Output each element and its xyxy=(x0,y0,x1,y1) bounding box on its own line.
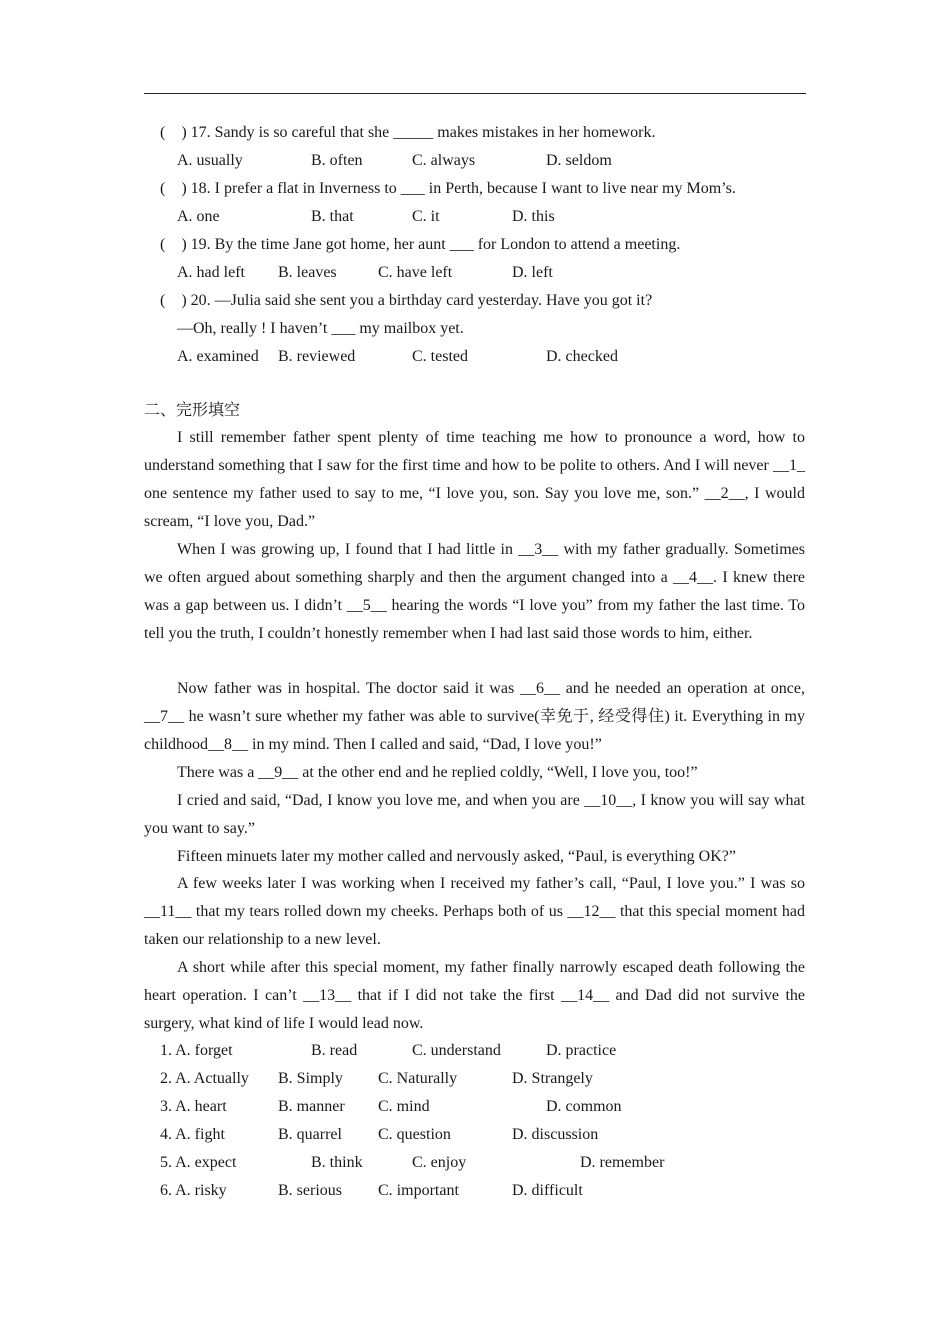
cloze-3-option-c: C. mind xyxy=(378,1098,430,1115)
cloze-2-option-c: C. Naturally xyxy=(378,1070,458,1087)
cloze-2-option-b: B. Simply xyxy=(278,1070,343,1087)
cloze-3-option-a: 3. A. heart xyxy=(160,1098,227,1115)
passage-paragraph: When I was growing up, I found that I had little in __3__ with my father gradually. Sometimes we often argued about something sharply and then the argument changed into a __4__. I knew there was a gap between us. I didn’t __5__ hearing the words “I love you” from my father the last time. To tell you the truth, I couldn’t honestly remember when I had last said those words to him, either. xyxy=(144,541,805,642)
cloze-6-option-b: B. serious xyxy=(278,1182,342,1199)
q20-option-b: B. reviewed xyxy=(278,348,356,365)
cloze-5-option-b: B. think xyxy=(311,1154,363,1171)
q18-option-a: A. one xyxy=(177,208,220,225)
cloze-6-option-d: D. difficult xyxy=(512,1182,583,1199)
q17-option-a: A. usually xyxy=(177,152,243,169)
q17-option-b: B. often xyxy=(311,152,363,169)
question-19-stem: ( ) 19. By the time Jane got home, her aunt ___ for London to attend a meeting. xyxy=(160,236,681,253)
cloze-3-option-b: B. manner xyxy=(278,1098,345,1115)
section-heading: 二、完形填空 xyxy=(144,402,241,419)
cloze-1-option-c: C. understand xyxy=(412,1042,501,1059)
question-20-stem: ( ) 20. —Julia said she sent you a birthday card yesterday. Have you got it? xyxy=(160,292,653,309)
question-18-stem: ( ) 18. I prefer a flat in Inverness to ___ in Perth, because I want to live near my Mom’s. xyxy=(160,180,736,197)
cloze-1-option-a: 1. A. forget xyxy=(160,1042,233,1059)
cloze-4-option-b: B. quarrel xyxy=(278,1126,342,1143)
passage-paragraph: Fifteen minuets later my mother called and nervously asked, “Paul, is everything OK?” xyxy=(177,848,736,865)
q19-option-c: C. have left xyxy=(378,264,453,281)
q19-option-b: B. leaves xyxy=(278,264,337,281)
passage-paragraph: A few weeks later I was working when I received my father’s call, “Paul, I love you.” I was so __11__ that my tears rolled down my cheeks. Perhaps both of us __12__ that this special moment had taken our relationship to a new level. xyxy=(144,875,805,948)
cloze-5-option-a: 5. A. expect xyxy=(160,1154,237,1171)
cloze-3-option-d: D. common xyxy=(546,1098,622,1115)
q20-option-d: D. checked xyxy=(546,348,618,365)
question-17-stem: ( ) 17. Sandy is so careful that she _____ makes mistakes in her homework. xyxy=(160,124,656,141)
q19-option-d: D. left xyxy=(512,264,553,281)
cloze-1-option-d: D. practice xyxy=(546,1042,617,1059)
q19-option-a: A. had left xyxy=(177,264,245,281)
q17-option-d: D. seldom xyxy=(546,152,612,169)
cloze-1-option-b: B. read xyxy=(311,1042,358,1059)
question-20-stem-reply: —Oh, really ! I haven’t ___ my mailbox yet. xyxy=(177,320,464,337)
q18-option-b: B. that xyxy=(311,208,354,225)
q18-option-c: C. it xyxy=(412,208,440,225)
cloze-5-option-c: C. enjoy xyxy=(412,1154,467,1171)
q20-option-c: C. tested xyxy=(412,348,468,365)
cloze-6-option-a: 6. A. risky xyxy=(160,1182,227,1199)
q18-option-d: D. this xyxy=(512,208,555,225)
cloze-4-option-c: C. question xyxy=(378,1126,451,1143)
cloze-5-option-d: D. remember xyxy=(580,1154,665,1171)
cloze-4-option-a: 4. A. fight xyxy=(160,1126,225,1143)
cloze-2-option-a: 2. A. Actually xyxy=(160,1070,249,1087)
passage-paragraph: I still remember father spent plenty of time teaching me how to pronounce a word, how to understand something that I saw for the first time and how to be polite to others. And I will never __1_ one sentence my father used to say to me, “I love you, son. Say you love me, son.” __2__, I would scream, “I love you, Dad.” xyxy=(144,429,805,530)
passage-paragraph: A short while after this special moment, my father finally narrowly escaped death following the heart operation. I can’t __13__ that if I did not take the first __14__ and Dad did not survive the surgery, what kind of life I would lead now. xyxy=(144,959,805,1032)
passage-paragraph: There was a __9__ at the other end and he replied coldly, “Well, I love you, too!” xyxy=(177,764,698,781)
cloze-2-option-d: D. Strangely xyxy=(512,1070,593,1087)
q17-option-c: C. always xyxy=(412,152,476,169)
passage-paragraph: I cried and said, “Dad, I know you love me, and when you are __10__, I know you will say what you want to say.” xyxy=(144,792,805,837)
passage-paragraph: Now father was in hospital. The doctor said it was __6__ and he needed an operation at once, __7__ he wasn’t sure whether my father was able to survive(幸免于, 经受得住) it. Everything in my childhood__8__ in my mind. Then I called and said, “Dad, I love you!” xyxy=(144,680,805,753)
cloze-4-option-d: D. discussion xyxy=(512,1126,599,1143)
header-rule xyxy=(144,93,806,94)
q20-option-a: A. examined xyxy=(177,348,259,365)
cloze-6-option-c: C. important xyxy=(378,1182,459,1199)
